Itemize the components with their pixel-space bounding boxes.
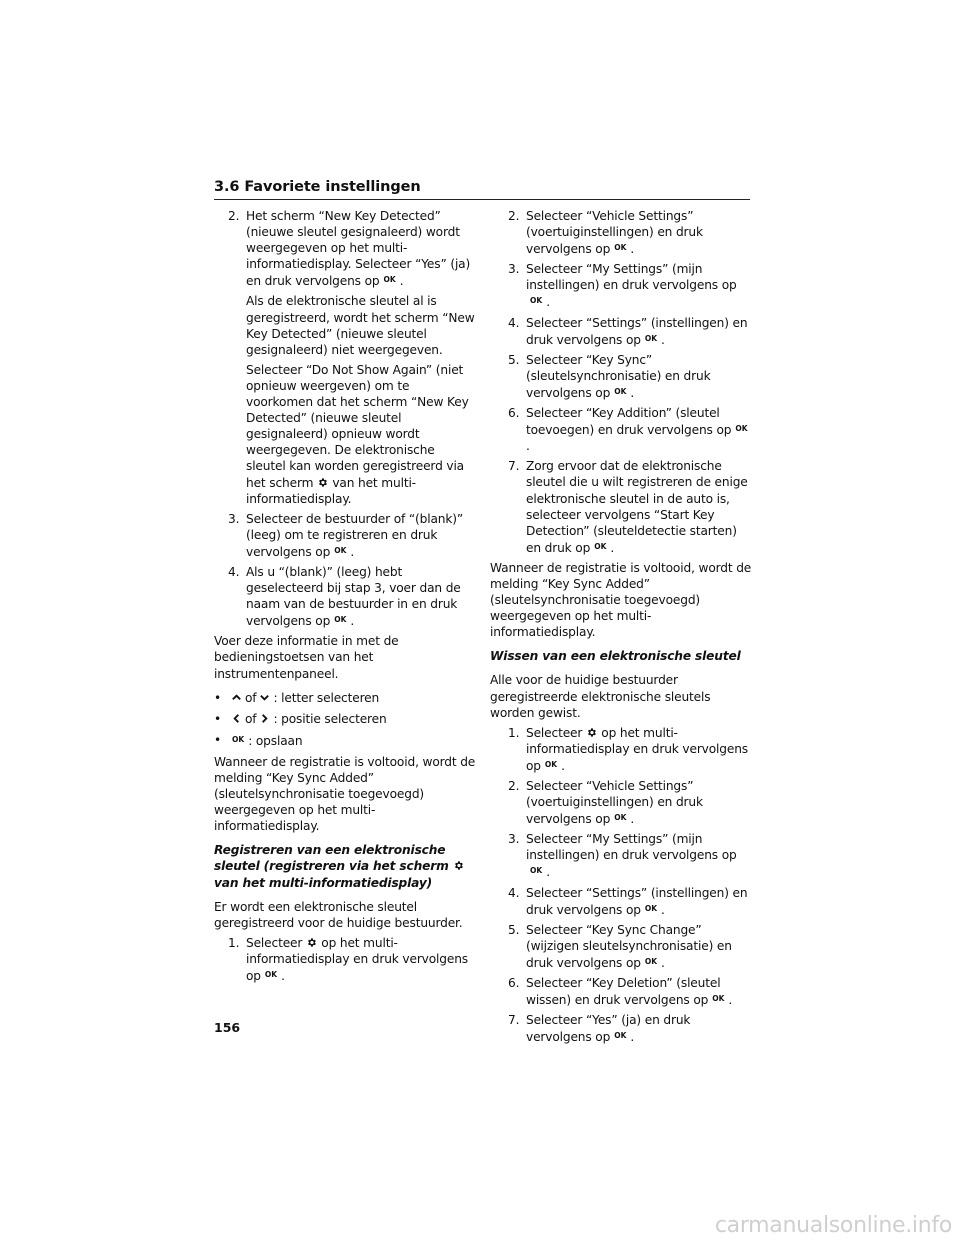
page-number: 156: [214, 1020, 241, 1035]
step-text: [526, 208, 752, 257]
bullet-letter-select: [214, 690, 476, 706]
step-text: [526, 885, 752, 918]
ok-button-icon: OK: [530, 296, 543, 306]
step-text: [526, 315, 752, 348]
list-item: [508, 208, 752, 257]
gear-icon: [453, 860, 464, 871]
step-text-part: Selecteer “Key Deletion” (sleutel wissen) en druk vervolgens op: [526, 976, 721, 1008]
step-text-end: .: [630, 812, 635, 827]
bullet-dot: •: [214, 732, 222, 747]
step-text-end: .: [630, 385, 635, 400]
ok-button-icon: OK: [614, 386, 627, 396]
bullet-text: : opslaan: [248, 733, 303, 748]
ok-button-icon: OK: [383, 275, 396, 285]
step-text-end: .: [630, 1030, 635, 1045]
step-text: [526, 975, 752, 1008]
step-text-mid: op het multi-informatiedisplay en druk vervolgens op: [526, 725, 748, 773]
step-text-part: Selecteer de bestuurder of “(blank)” (leeg) om te registreren en druk vervolgens op: [246, 511, 464, 559]
step-text: [246, 564, 476, 629]
step-number: 4.: [508, 885, 520, 900]
step-text: [246, 511, 476, 560]
chevron-left-icon: [231, 713, 242, 724]
bullet-dot: •: [214, 711, 222, 726]
step-text: [246, 208, 476, 289]
step-text-end: .: [661, 902, 665, 917]
step-number: 6.: [508, 976, 520, 991]
completion-paragraph: Wanneer de registratie is voltooid, wordt de melding “Key Sync Added” (sleutelsynchronisatie toegevoegd) weergegeven op het multi-informatiedisplay.: [214, 754, 476, 834]
step-text-part: Selecteer “Key Sync” (sleutelsynchronisatie) en druk vervolgens op: [526, 352, 711, 400]
list-item: [508, 831, 752, 880]
step-text: [246, 935, 476, 984]
step-text: [526, 725, 752, 774]
step-number: 7.: [508, 459, 520, 474]
left-column: [214, 208, 476, 988]
chevron-right-icon: [259, 713, 270, 724]
step-text-end: .: [610, 540, 615, 555]
header-rule: [214, 199, 750, 200]
step-text-end: .: [728, 993, 733, 1008]
step-text-part: Selecteer “Yes” (ja) en druk vervolgens op: [526, 1013, 691, 1045]
step-number: 1.: [508, 725, 520, 740]
step-text-part: Selecteer: [246, 935, 303, 950]
ok-button-icon: OK: [614, 1031, 627, 1041]
step-number: 7.: [508, 1013, 520, 1028]
step-text-end: .: [630, 242, 635, 257]
step-text-end: .: [350, 614, 355, 629]
step-text: [526, 352, 752, 401]
step-note-end: van het multi-informatiedisplay.: [246, 475, 416, 506]
step-text-part: Selecteer “Settings” (instellingen) en druk vervolgens op: [526, 885, 748, 917]
ok-button-icon: OK: [530, 866, 543, 876]
ok-button-icon: OK: [644, 956, 658, 966]
ok-button-icon: OK: [544, 759, 558, 769]
ok-button-icon: OK: [334, 615, 347, 625]
step-text-part: Selecteer: [526, 725, 583, 740]
completion-paragraph-right: Wanneer de registratie is voltooid, wordt de melding “Key Sync Added” (sleutelsynchronisatie toegevoegd) weergegeven op het multi-informatiedisplay.: [490, 560, 752, 640]
step-number: 2.: [508, 209, 520, 223]
step-text-end: .: [561, 758, 565, 773]
gear-icon: [306, 937, 317, 948]
step-number: 2.: [228, 209, 240, 223]
step-text-part: Zorg ervoor dat de elektronische sleutel die u wilt registreren de enige elektronische sleutel in de auto is, selecteer vervolgens “Start Key Detection” (sleuteldetectie starten) en druk op: [526, 459, 748, 555]
step-number: 6.: [508, 406, 520, 421]
step-note: Als de elektronische sleutel al is geregistreerd, wordt het scherm “New Key Detected” (nieuwe sleutel gesignaleerd) niet weergegeven.: [246, 294, 475, 357]
step-text: [526, 922, 752, 971]
watermark: carmanualsonline.info: [714, 1213, 952, 1238]
subheading-register-key: [214, 842, 476, 890]
ok-button-icon: OK: [594, 541, 607, 551]
ok-button-icon: OK: [614, 243, 627, 253]
register-steps-list: [508, 208, 752, 556]
step-text: [526, 261, 752, 310]
step-text-part: Het scherm “New Key Detected” (nieuwe sleutel gesignaleerd) wordt weergegeven op het multi-informatiedisplay. Selecteer “Yes” (ja) en druk vervolgens op: [246, 209, 471, 289]
step-2-left: [228, 208, 476, 507]
step-text-end: .: [526, 439, 530, 454]
input-paragraph: Voer deze informatie in met de bedieningstoetsen van het instrumentenpaneel.: [214, 634, 399, 681]
ok-button-icon: OK: [735, 424, 748, 434]
subheading-end: van het multi-informatiedisplay): [214, 875, 433, 890]
section-header: [214, 176, 750, 200]
bullet-save: [214, 732, 476, 749]
ok-button-icon: OK: [614, 813, 627, 823]
step-text: [526, 1012, 752, 1045]
step-text-part: Selecteer “Settings” (instellingen) en druk vervolgens op: [526, 315, 748, 347]
step-text-part: Selecteer “Vehicle Settings” (voertuiginstellingen) en druk vervolgens op: [526, 779, 703, 827]
step-text-part: Selecteer “Key Addition” (sleutel toevoegen) en druk vervolgens op: [526, 406, 732, 438]
list-item: [508, 261, 752, 310]
step-text: [526, 405, 752, 454]
ok-button-icon: OK: [334, 545, 347, 555]
list-item: [508, 885, 752, 918]
step-text-end: .: [661, 332, 665, 347]
list-item: [508, 458, 752, 556]
step-text-part: Selecteer “My Settings” (mijn instellingen) en druk vervolgens op: [526, 262, 737, 293]
step-note-part: Selecteer “Do Not Show Again” (niet opnieuw weergeven) om te voorkomen dat het scherm “New Key Detected” (nieuwe sleutel gesignaleerd) opnieuw wordt weergegeven. De elektronische sleutel kan worden geregistreerd via het scherm: [246, 362, 469, 490]
list-item: [508, 975, 752, 1008]
bullet-of: of: [245, 711, 257, 726]
ok-button-icon: OK: [644, 903, 658, 913]
chevron-up-icon: [231, 692, 242, 703]
ok-button-icon: OK: [644, 333, 658, 343]
step-text: [526, 778, 752, 827]
section-title: 3.6 Favoriete instellingen: [214, 179, 421, 195]
subheading-part: Registreren van een elektronische sleutel (registreren via het scherm: [214, 843, 449, 874]
list-item: [508, 352, 752, 401]
step-1-right: [508, 725, 752, 774]
bullet-text: : positie selecteren: [273, 711, 387, 726]
ok-button-icon: OK: [264, 970, 278, 980]
step-text: [526, 831, 752, 880]
step-text-mid: op het multi-informatiedisplay en druk vervolgens op: [246, 935, 468, 984]
step-text-end: .: [661, 955, 665, 970]
bullet-dot: •: [214, 690, 222, 705]
step-number: 3.: [508, 262, 520, 277]
step-number: 3.: [508, 832, 520, 847]
step-number: 3.: [228, 511, 240, 526]
register-paragraph: Er wordt een elektronische sleutel geregistreerd voor de huidige bestuurder.: [214, 899, 463, 930]
ok-button-icon: OK: [712, 994, 725, 1004]
step-text-part: Selecteer “Vehicle Settings” (voertuiginstellingen) en druk vervolgens op: [526, 209, 703, 257]
step-note-2: [246, 362, 476, 507]
gear-icon: [317, 477, 328, 488]
delete-steps-list: [508, 778, 752, 1045]
step-text-end: .: [546, 865, 550, 880]
step-number: 5.: [508, 922, 520, 937]
step-text-part: Selecteer “Key Sync Change” (wijzigen sleutelsynchronisatie) en druk vervolgens op: [526, 922, 732, 970]
step-text-end: .: [350, 544, 355, 559]
list-item: [508, 315, 752, 348]
list-item: [508, 778, 752, 827]
list-item: [508, 922, 752, 971]
step-text-end: .: [546, 295, 550, 310]
bullet-text: : letter selecteren: [273, 690, 380, 705]
bullet-of: of: [245, 690, 257, 705]
step-text: [526, 458, 752, 556]
step-number: 4.: [228, 564, 240, 579]
ok-button-icon: OK: [232, 734, 245, 744]
step-1-left: [228, 935, 476, 984]
step-text-end: .: [281, 969, 285, 984]
step-number: 5.: [508, 352, 520, 367]
step-number: 1.: [228, 935, 240, 950]
right-column: [490, 208, 752, 1049]
bullet-position-select: [214, 711, 476, 727]
gear-icon: [586, 727, 597, 738]
step-text-part: Selecteer “My Settings” (mijn instellingen) en druk vervolgens op: [526, 832, 737, 863]
delete-paragraph: Alle voor de huidige bestuurder geregistreerde elektronische sleutels worden gewist.: [490, 673, 711, 720]
step-text-part: Als u “(blank)” (leeg) hebt geselecteerd bij stap 3, voer dan de naam van de bestuurder in en druk vervolgens op: [246, 564, 461, 629]
list-item: [508, 405, 752, 454]
step-number: 2.: [508, 779, 520, 793]
step-number: 4.: [508, 315, 520, 330]
step-text-end: .: [399, 274, 404, 289]
list-item: [508, 1012, 752, 1045]
subheading-delete-key: Wissen van een elektronische sleutel: [490, 649, 741, 664]
step-4-left: [228, 564, 476, 629]
chevron-down-icon: [259, 692, 270, 703]
step-3-left: [228, 511, 476, 560]
